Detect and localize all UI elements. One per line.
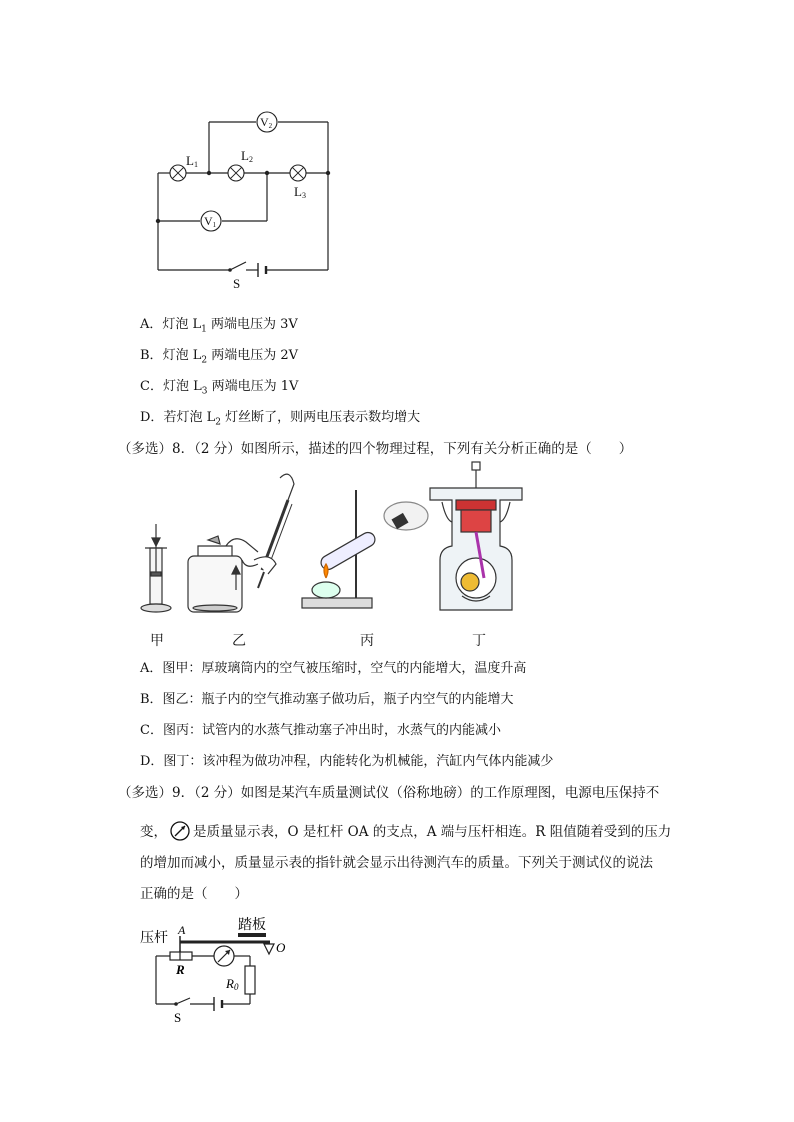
label-R: R [176,962,185,977]
caption-ding: 丁 [472,633,486,649]
q7-option-d: D．若灯泡 $L_2$ 灯丝断了，则两电压表示数均增大 [140,410,421,428]
q9-stem-line4: 正确的是（ ） [140,886,248,902]
label-L2: L [241,148,249,163]
svg-text:V2: V2 [260,115,273,130]
label-L1: L [186,153,194,168]
label-V1: V [204,214,213,228]
label-pedal: 踏板 [238,918,266,933]
q9-stem-line1: （多选）9．（2 分）如图是某汽车质量测试仪（俗称地磅）的工作原理图，电源电压保持不 [118,785,660,801]
label-A: A [178,923,186,937]
svg-text:R0: R0 [226,976,239,992]
label-press-rod: 压杆 [140,931,168,946]
q7-option-a: A．灯泡 $L_1$ 两端电压为 3V [140,317,298,335]
q8-option-b: B．图乙：瓶子内的空气推动塞子做功后，瓶子内空气的内能增大 [140,692,514,707]
label-O: O [276,940,286,955]
q8-option-d: D．图丁：该冲程为做功冲程，内能转化为机械能，汽缸内气体内能减少 [140,754,554,769]
q7-option-b: B．灯泡 $L_2$ 两端电压为 2V [140,348,298,366]
q8-stem: （多选）8．（2 分）如图所示，描述的四个物理过程，下列有关分析正确的是（ ） [118,441,633,457]
engine-figure [430,462,522,610]
label-S: S [233,276,241,291]
q9-stem-line3: 的增加而减小，质量显示表的指针就会显示出待测汽车的质量。下列关于测试仪的说法 [140,855,653,871]
svg-text:L3: L3 [294,184,306,200]
q7-option-c: C．灯泡 $L_3$ 两端电压为 1V [140,379,299,397]
syringe-cylinder-figure [141,524,171,612]
weighbridge-circuit-diagram [138,912,298,1024]
label-S2: S [174,1010,182,1024]
caption-jia: 甲 [150,633,164,649]
bottle-pump-figure [188,474,294,612]
q8-option-a: A．图甲：厚玻璃筒内的空气被压缩时，空气的内能增大，温度升高 [140,661,527,676]
meter-icon [169,820,191,842]
label-V2: V [260,115,269,129]
q9-stem-line2: 变， 是质量显示表，O 是杠杆 OA 的支点，A 端与压杆相连。R 阻值随着受到的压力 [140,820,671,842]
svg-text:L1: L1 [186,153,198,169]
label-L3: L [294,184,302,199]
caption-bing: 丙 [360,633,374,649]
svg-text:L2: L2 [241,148,253,164]
q8-option-c: C．图丙：试管内的水蒸气推动塞子冲出时，水蒸气的内能减小 [140,723,501,738]
test-tube-figure [302,490,428,608]
svg-text:V1: V1 [204,214,217,229]
q8-illustrations [130,460,540,625]
circuit-diagram-1 [150,108,340,293]
label-R0: R [226,976,234,991]
caption-yi: 乙 [232,633,246,649]
